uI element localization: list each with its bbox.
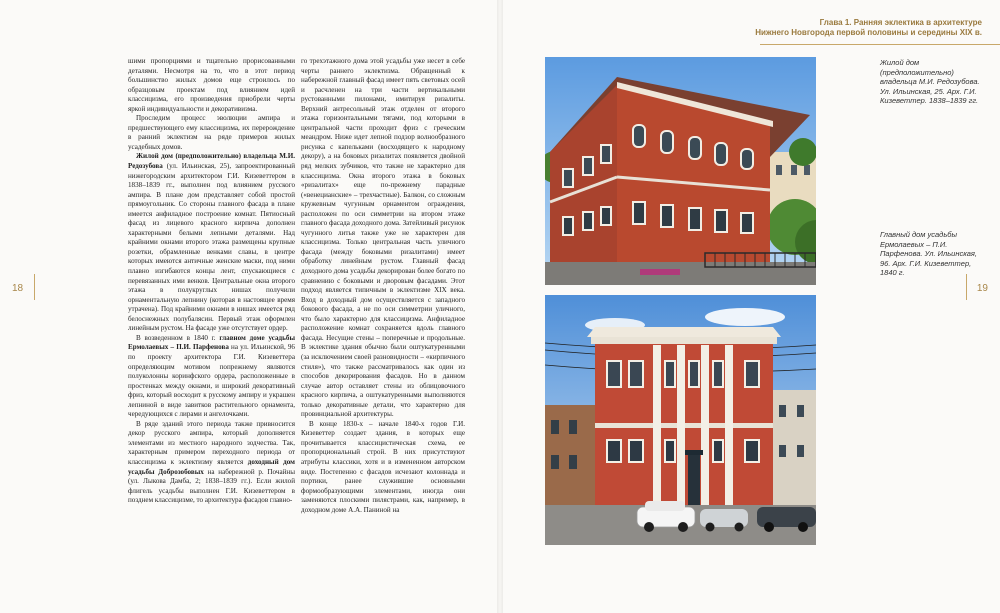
paragraph-body: на ул. Ильинской, 96 по проекту архитектора Г.И. Кизеветтера определяющим мотивом попрежнему являются полуколонны коринфского ордера, расположенные в простенках между окнами, и широкий декоративный фриз, который восходит к русскому ампиру и украшен лепниной в виде завитков растительного орнамента, чередующихся с лирами и ангелочками. (128, 343, 295, 419)
photo-redozubov-house (545, 57, 816, 285)
photo-parfenov-house (545, 295, 816, 545)
running-header (682, 18, 982, 38)
paragraph (128, 152, 295, 333)
paragraph: го трехэтажного дома этой усадьбы уже несет в себе черты раннего эклектизма. Обращенный к набережной главный фасад имеет пять световых осей и расчленен на три части вертикальными рустованными пилонами, имитируя ризалиты. Верхний антресольный этаж отделен от второго этажа горизонтальными тягами, под которыми в центральной части проходит фриз с греческим меандром. Ниже идет лепной подзор волнообразного рисунка с капельками (восходящего к народному декору), а на боковых ризалитах появляется двойной ряд мелких зубчиков, что также не характерно для классицизма. Окна второго этажа в боковых «ризалитах» еще по-прежнему парадные («венецианские» – трехчастные). Балкон, со сложным кружевным чугунным орнаментом ограждения, расположен по оси симметрии на втором этаже главного фасада доходного дома. Затейливый рисунок чугунного литья также уже не характерен для классицизма. Только центральная часть уличного фасада (между боковыми ризалитами) имеет обработку линейным рустом. Главный фасад доходного дома усадьбы декорирован более богато по сравнению с боковыми и дворовым фасадами. Этот подход является типичным в эклектизме XIX века. Вход в доходный дом осуществляется с западного бокового фасада, а не по оси симметрии уличного, что было характерно для классицизма. Анфиладное расположение комнат сохраняется вдоль главного фасада. Несущие стены – поперечные и продольные. В эклектике здания обычно были оштукатуренными (за исключением своей разновидности – «кирпичного стиля»), что также рассматривалось как один из способов декорирования фасадов. Но в данном случае автор оставляет стены из облицовочного красного кирпича, а оштукатуренными выполняются только декоративные детали, что характерно для провинциальной архитектуры. (301, 57, 465, 419)
book-gutter (497, 0, 503, 613)
paragraph-body: (ул. Ильинская, 25), запроектированный нижегородским архитектором Г.И. Кизеветтером в 1838–1839 гг., выполнен под влиянием русского ампира. В плане дом представляет собой простой прямоугольник. Со стороны главного фасада в плане имеется анфиладное построение комнат. Пятиосный фасад из лицевого красного кирпича дополнен характерными белыми лепными деталями. Над крайними окнами второго этажа размещены крупные розетки, обрамленные венками славы, в центре которых имеются античные женские маски, под ними плавно изгибаются концы лент, спускающиеся с перевязанных ими венков. Центральные окна второго этажа в полукруглых нишах получили орнаментальную лепнину (которая в настоящее время утрачена). Под крайними окнами в нишах имеется ряд белоснежных полубалясин. Первый этаж оформлен линейным рустом. На фасаде уже отсутствует ордер. (128, 162, 295, 333)
page-number-left: 18 (12, 283, 24, 294)
photo-redozubov-house-illustration (545, 57, 816, 285)
photo-caption-1: Жилой дом (предположительно) владельца М.И. Редозубова. Ул. Ильинская, 25. Арх. Г.И. Кизеветтер. 1838–1839 гг. (880, 58, 980, 105)
paragraph (128, 334, 295, 420)
text-column-1 (128, 57, 295, 506)
folio-left-rule (34, 274, 35, 300)
paragraph: В конце 1830-х – начале 1840-х годов Г.И. Кизеветтер создает здания, в которых еще прочитывается классицистическая схема, ее пропорциональный строй. В них присутствуют атрибуты классики, хотя и в измененном авторском виде. Постепенно с фасадов исчезают колоннада и портики, ранее служившие основными формообразующими элементами, иногда они заменяются плоскими пилястрами, как, например, в доходном доме А.А. Паниной на (301, 419, 465, 514)
folio-right-rule (966, 274, 967, 300)
photo-parfenov-house-illustration (545, 295, 816, 545)
paragraph-lead: доходный дом усадьбы Доброзобовых (128, 457, 296, 476)
paragraph-lead: главном доме усадьбы Ермолаевых – П.И. Парфенова (128, 333, 295, 352)
header-chapter-line: Глава 1. Ранняя эклектика в архитектуре (819, 18, 982, 27)
header-subtitle-line: Нижнего Новгорода первой половины и середины XIX в. (755, 28, 982, 37)
paragraph: Проследим процесс эволюции ампира и предшествующего ему классицизма, их перерождение в ранний эклектизм на ряде примеров жилых усадебных домов. (128, 114, 295, 151)
paragraph-pre: В ряде зданий этого периода также привносится декор русского ампира, который дополняется элементами из местного народного зодчества. Так, характерным примером переходного периода от классицизма к эклектизму является (128, 419, 295, 466)
paragraph-body: на набережной р. Почайны (ул. Лыкова Дамба, 2; 1838–1839 гг.). Если жилой флигель усадьбы выполнен Г.И. Кизеветтером в позднем классицизме, то архитектура фасадов главно- (128, 467, 295, 505)
paragraph (128, 420, 295, 506)
text-column-2 (301, 57, 465, 515)
page-number-right: 19 (976, 283, 988, 294)
paragraph: шими пропорциями и тщательно прорисованными деталями. Несмотря на то, что в этот период большинство жилых домов еще строилось по образцовым проектам под влиянием идей классицизма, его произведения приобрели черты яркой индивидуальности и декоративизма. (128, 57, 295, 113)
paragraph-lead: Жилой дом (предположительно) владельца М.И. Редозубова (128, 152, 295, 171)
paragraph-pre: В возведенном в 1840 г. (136, 333, 220, 342)
photo-caption-2: Главный дом усадьбы Ермолаевых – П.И. Парфенова. Ул. Ильинская, 96. Арх. Г.И. Кизеветтер, 1840 г. (880, 230, 978, 277)
header-rule (760, 44, 1000, 45)
